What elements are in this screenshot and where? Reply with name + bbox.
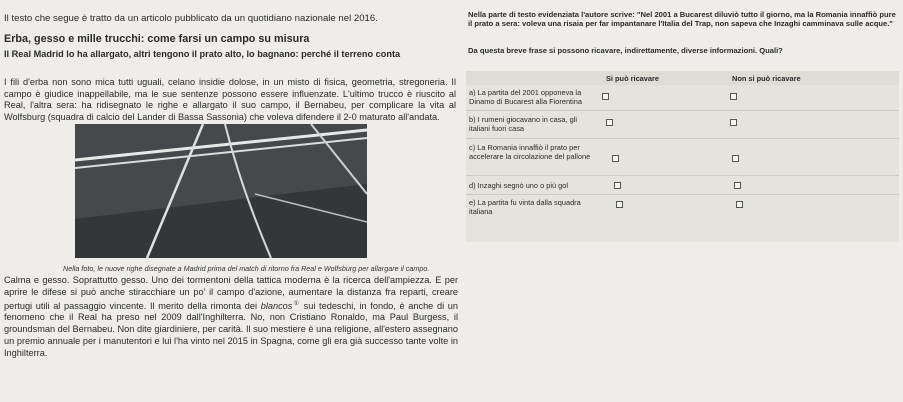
intro-text: Il testo che segue è tratto da un articolo pubblicato da un quotidiano nazionale nel 2016. — [4, 13, 378, 24]
row-statement: b) I rumeni giocavano in casa, gli italiani fuori casa — [469, 115, 578, 134]
column-header-yes: Si può ricavare — [606, 74, 659, 83]
row-statement: c) La Romania innaffiò il prato per accelerare la circolazione del pallone — [469, 143, 591, 162]
checkbox-yes[interactable] — [614, 182, 621, 189]
row-divider — [466, 138, 899, 139]
checkbox-yes[interactable] — [612, 155, 619, 162]
article-title: Erba, gesso e mille trucchi: come farsi un campo su misura — [4, 33, 310, 45]
row-divider — [466, 110, 899, 111]
row-statement: e) La partita fu vinta dalla squadra italiana — [469, 198, 581, 217]
article-paragraph-1: I fili d'erba non sono mica tutti uguali, celano insidie dolose, in un misto di fisica, geometria, stregoneria. Il campo è giudice inappellabile, ma le sue sentenze possono essere influenzate. L'ultimo trucco è riuscito al Real, l'altra sera: ha ridisegnato le righe e allargato il suo campo, il Bernabeu, per complicare la vita al Wolfsburg (squadra di calcio del Lander di Bassa Sassonia) che voleva difendere il 2-0 maturato all'andata. — [4, 77, 456, 122]
checkbox-yes[interactable] — [606, 119, 613, 126]
row-divider — [466, 194, 899, 195]
checkbox-no[interactable] — [736, 201, 743, 208]
article-subtitle: Il Real Madrid lo ha allargato, altri tengono il prato alto, lo bagnano: perché il terreno conta — [4, 49, 401, 59]
checkbox-no[interactable] — [732, 155, 739, 162]
row-divider — [466, 175, 899, 176]
table-header — [466, 71, 899, 85]
column-header-no: Non si può ricavare — [732, 74, 801, 83]
checkbox-yes[interactable] — [616, 201, 623, 208]
question-instruction: Da questa breve frase si possono ricavare, indirettamente, diverse informazioni. Quali? — [468, 46, 783, 55]
checkbox-no[interactable] — [734, 182, 741, 189]
checkbox-no[interactable] — [730, 119, 737, 126]
checkbox-no[interactable] — [730, 93, 737, 100]
answer-table — [466, 71, 899, 242]
row-statement: a) La partita del 2001 opponeva la Dinamo di Bucarest alla Fiorentina — [469, 88, 582, 107]
question-heading: Nella parte di testo evidenziata l'autore scrive: "Nel 2001 a Bucarest diluviò tutto il giorno, ma la Romania innaffiò pure il prato a sera: voleva una risaia per far impantanare l'Italia del Trap, non sapeva che Inzaghi camminava sulle acque." — [468, 10, 896, 29]
photo-caption: Nella foto, le nuove righe disegnate a Madrid prima del match di ritorno fra Real e Wolfsburg per allargare il campo. — [63, 264, 430, 273]
article-paragraph-2: Calma e gesso. Soprattutto gesso. Uno dei tormentoni della tattica moderna è la ricerca dell'ampiezza. E per aprire le difese si può anche stiracchiare un po' il campo d'azione, aumentare la distanza fra reparti, creare pertugi utili al passaggio vincente. Il merito della rimonta dei blancos① sui tedeschi, in fondo, è anche di un fenomeno che il Real ha preso nel 2009 dall'Inghilterra. No, non Cristiano Ronaldo, ma Paul Burgess, il groundsman del Bernabeu. Non dite giardiniere, per carità. Il suo mestiere è una religione, all'estero assegnano un premio annuale per i manutentori e lui l'ha vinto nel 2015 in Spagna, come gli era già successo tante volte in Inghilterra. — [4, 275, 458, 358]
checkbox-yes[interactable] — [602, 93, 609, 100]
row-statement: d) Inzaghi segnò uno o più gol — [469, 181, 569, 190]
stadium-photo — [75, 124, 367, 258]
